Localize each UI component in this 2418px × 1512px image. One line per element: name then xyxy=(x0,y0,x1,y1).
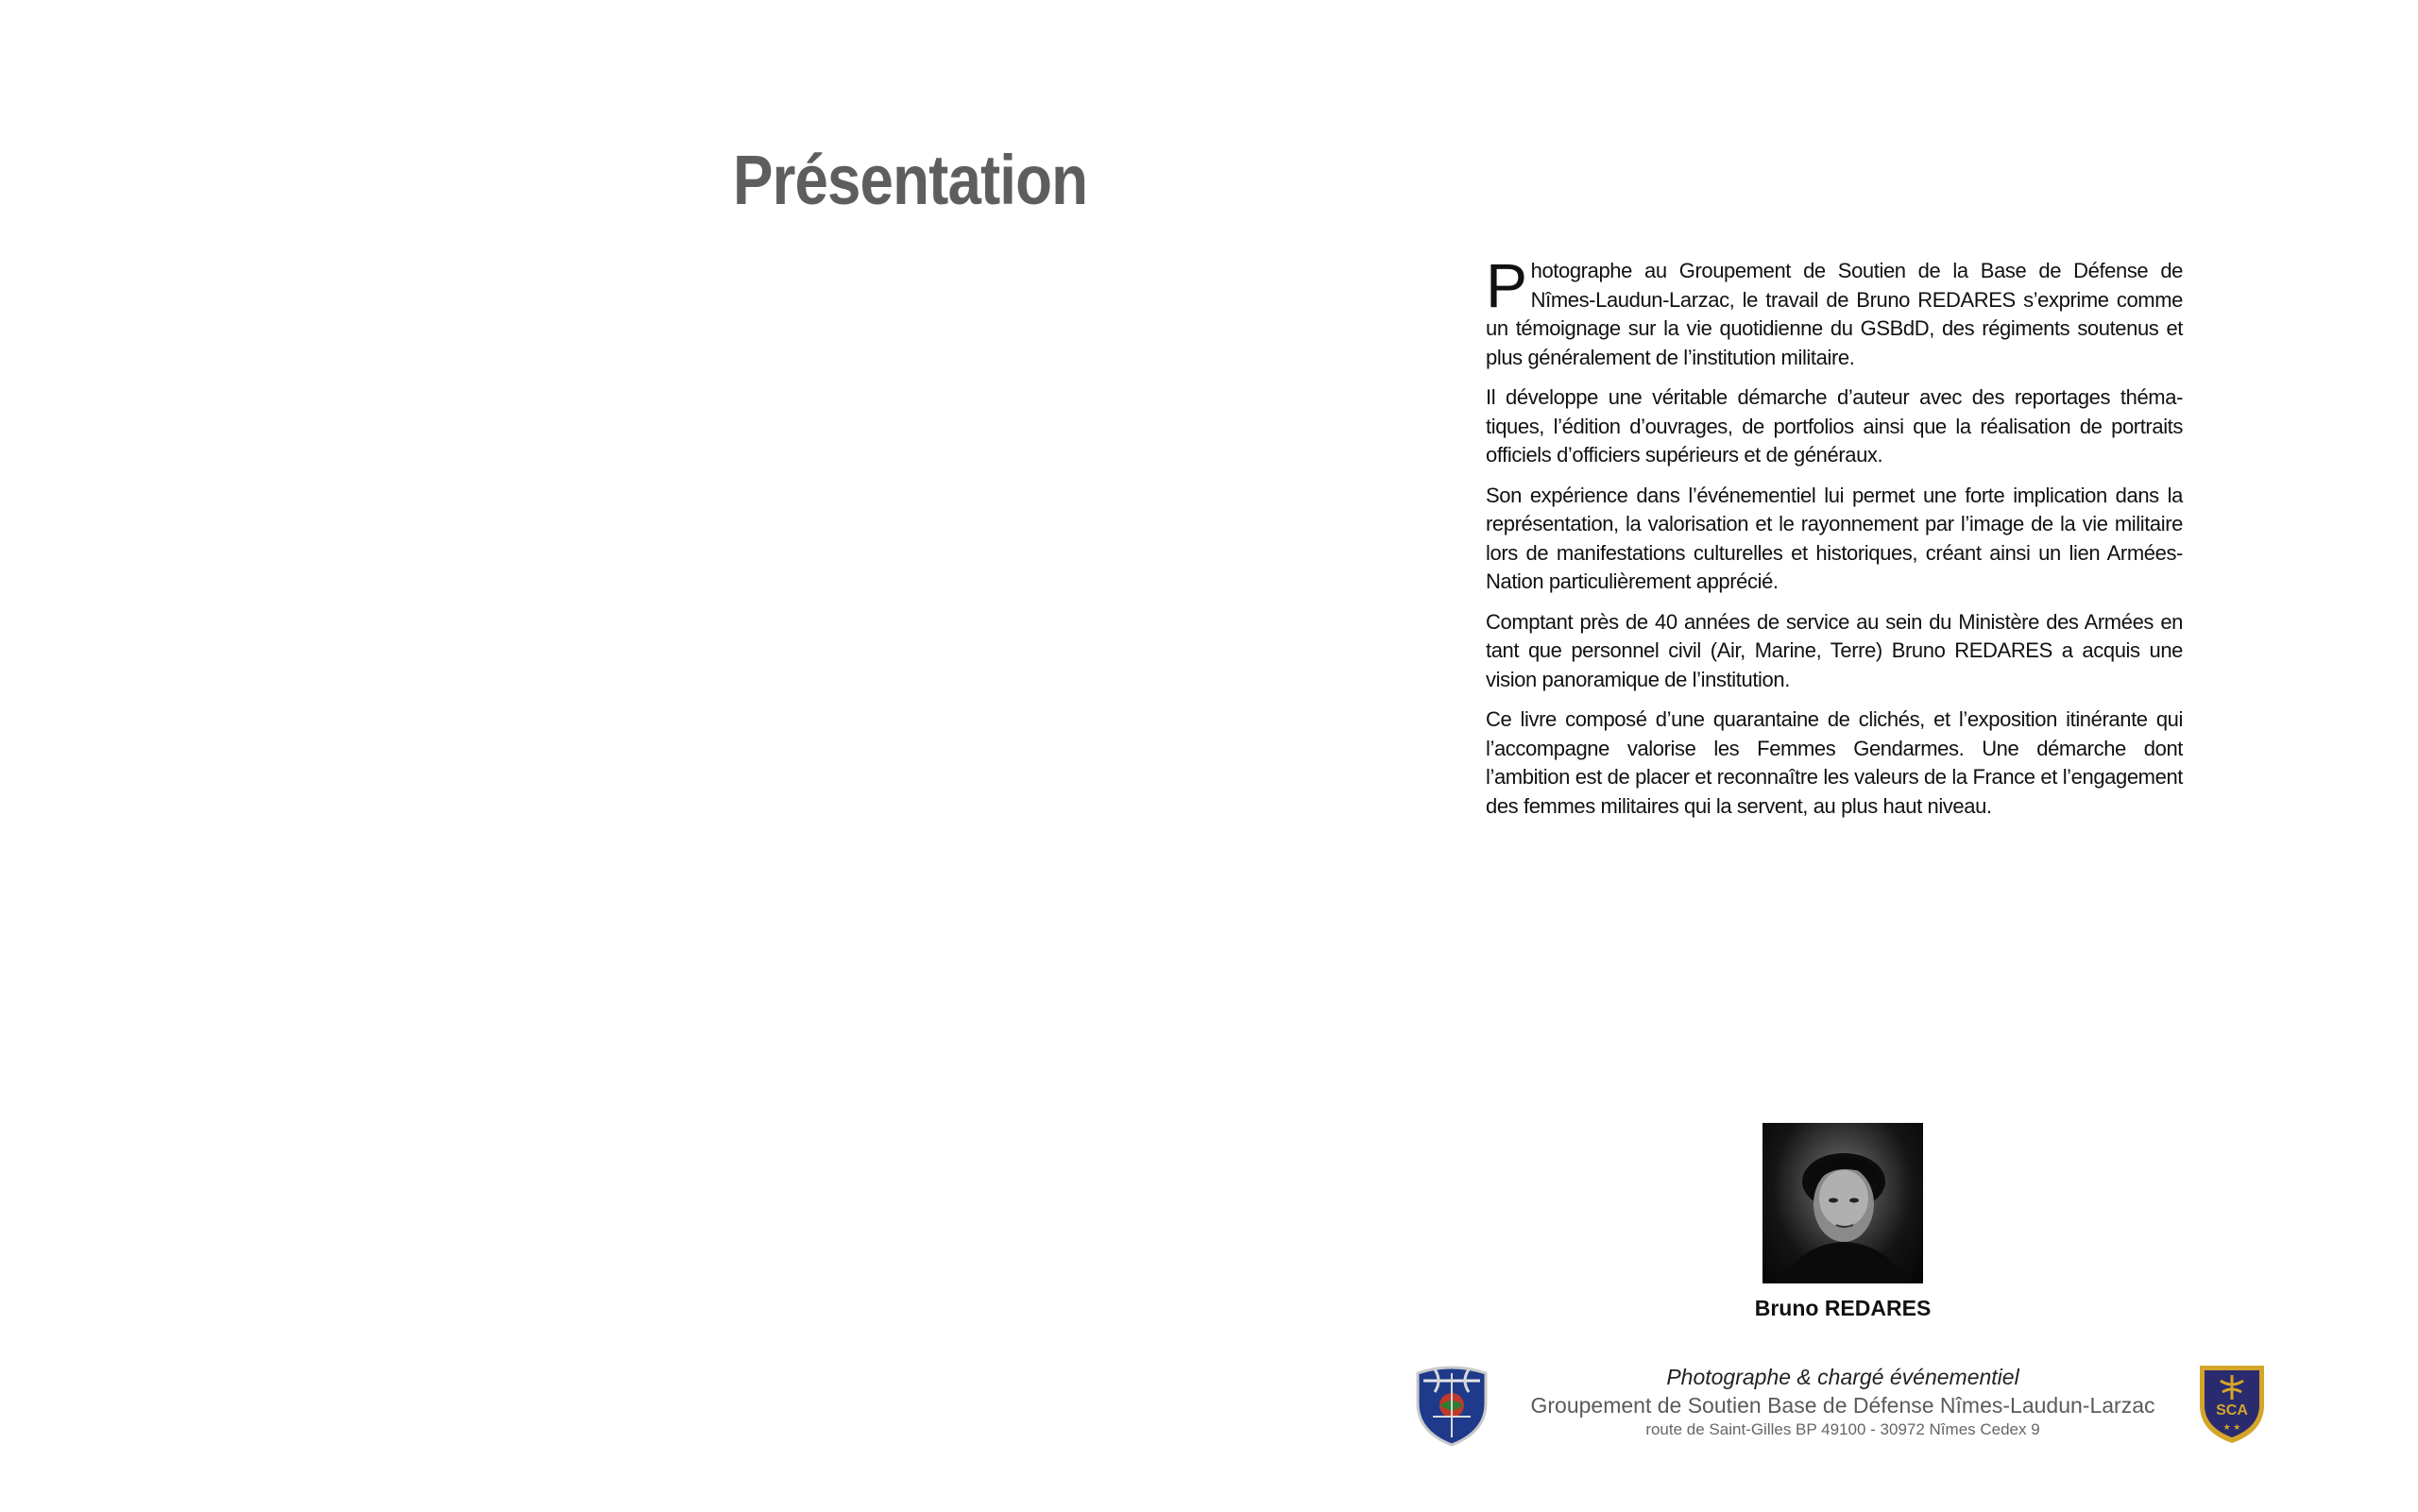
footer-role: Photographe & chargé événementiel xyxy=(1666,1365,2019,1389)
footer-organization: Groupement de Soutien Base de Défense Nîmes-Laudun-Larzac xyxy=(1530,1393,2155,1418)
page-title: Présentation xyxy=(733,141,1088,219)
drop-cap: P xyxy=(1486,250,1527,320)
svg-text:★ ★: ★ ★ xyxy=(2222,1422,2241,1432)
paragraph-1-text: hotographe au Groupement de Soutien de la Base de Défense de Nîmes-Laudun-Larzac, le travail de Bruno REDARES s’exprime comme un témoignage sur la vie quotidienne du GSBdD, des régiments soutenus et plus généralement de l’institution militaire. xyxy=(1486,259,2183,369)
portrait-photo-icon xyxy=(1762,1123,1923,1283)
paragraph-4: Comptant près de 40 années de service au sein du Ministère des Armées en tant que personnel civil (Air, Marine, Terre) Bruno REDARES a acquis une vision panoramique de l’institution. xyxy=(1486,609,2183,691)
paragraph-5: Ce livre composé d’une quarantaine de clichés, et l’exposition itinérante qui l’accompagne valorise les Femmes Gendarmes. Une démarche dont l’ambition est de placer et reconnaître les valeurs de la France et l’engagement des femmes militaires qui la servent, au plus haut niveau. xyxy=(1486,707,2183,818)
paragraph-3: Son expérience dans l’événementiel lui permet une forte implication dans la représentation, la valorisation et le rayonnement par l’image de la vie militaire lors de manifestations culturelles et historiques, créant ainsi un lien Armées-Nation particulièrement apprécié. xyxy=(1486,483,2183,593)
author-name: Bruno REDARES xyxy=(1754,1296,1932,1320)
sca-crest-text: SCA xyxy=(2216,1402,2248,1419)
sca-crest-icon xyxy=(2196,1358,2268,1445)
author-portrait xyxy=(1762,1123,1923,1283)
presentation-text xyxy=(1486,250,2183,832)
paragraph-1 xyxy=(1486,250,2183,372)
gsbdd-crest-icon xyxy=(1414,1360,1490,1447)
paragraph-2: Il développe une véritable démarche d’auteur avec des reportages théma-tiques, l’édition d’ouvrages, de portfolios ainsi que la réalisation de portraits officiels d’officiers supérieurs et de généraux. xyxy=(1486,385,2183,467)
footer-address: route de Saint-Gilles BP 49100 - 30972 Nîmes Cedex 9 xyxy=(1645,1420,2040,1438)
footer-block xyxy=(1511,1363,2174,1440)
